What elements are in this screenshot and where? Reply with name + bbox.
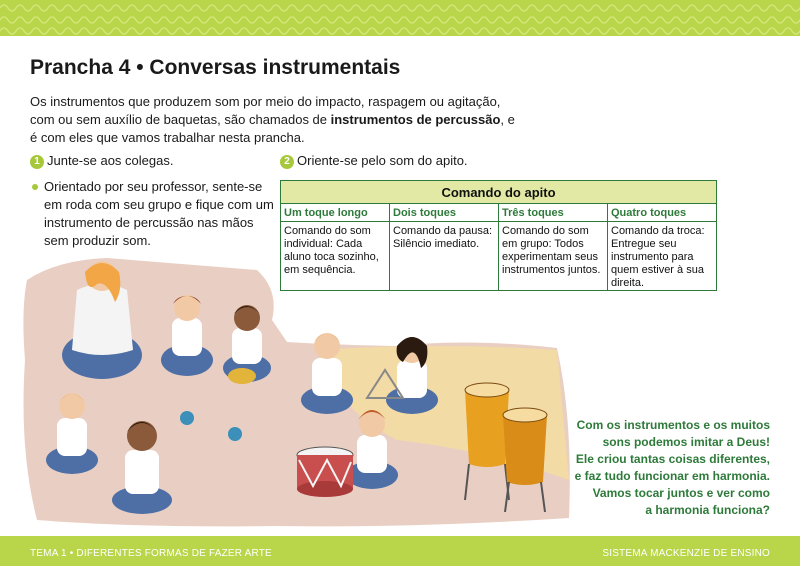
table-cell: Comando da pausa: Silêncio imediato. [390,222,499,291]
step-2 [280,152,468,170]
intro-paragraph [30,93,525,147]
closing-message [560,417,770,519]
footer-publisher: SISTEMA MACKENZIE DE ENSINO [602,548,770,559]
footer-theme: TEMA 1 • DIFERENTES FORMAS DE FAZER ARTE [30,548,272,559]
table-title: Comando do apito [281,181,717,204]
bullet-text: Orientado por seu professor, sente-se em roda com seu grupo e fique com um instrumento de percussão nas mãos sem produzir som. [44,179,274,248]
page-title: Prancha 4 • Conversas instrumentais [30,56,401,79]
step-number-badge: 2 [280,155,294,169]
drum-icon [297,447,353,497]
table-header-cell: Um toque longo [281,204,390,222]
table-header-cell: Quatro toques [608,204,717,222]
table-cell: Comando do som individual: Cada aluno toca sozinho, em sequência. [281,222,390,291]
table-cell: Comando do som em grupo: Todos experimentam seus instrumentos juntos. [499,222,608,291]
bullet-instruction [30,178,280,250]
bullet-dot-icon [32,184,38,190]
intro-text-end: , e é com eles que vamos trabalhar nesta prancha. [30,112,515,145]
table-cell: Comando da troca: Entregue seu instrumento para quem estiver à sua direita. [608,222,717,291]
wavy-pattern-icon [0,0,800,36]
step-1 [30,152,173,170]
step-number-badge: 1 [30,155,44,169]
table-header-cell: Três toques [499,204,608,222]
closing-line: a harmonia funciona? [645,503,770,517]
closing-line: Ele criou tantas coisas diferentes, [575,452,770,466]
step-1-text: Junte-se aos colegas. [47,153,174,168]
intro-text: Os instrumentos que produzem som por meio do impacto, raspagem ou agitação, com ou sem auxílio de baquetas, são chamados de [30,94,501,127]
closing-line: e faz tudo funcionar em harmonia. [574,469,770,483]
children-playing-percussion-illustration [17,250,577,528]
table-header-cell: Dois toques [390,204,499,222]
closing-line: Vamos tocar juntos e ver como [592,486,770,500]
top-decorative-band [0,0,800,36]
closing-line: Com os instrumentos e os muitos [576,418,770,432]
closing-line: sons podemos imitar a Deus! [602,435,770,449]
step-2-text: Oriente-se pelo som do apito. [297,153,468,168]
intro-bold-term: instrumentos de percussão [330,112,501,127]
